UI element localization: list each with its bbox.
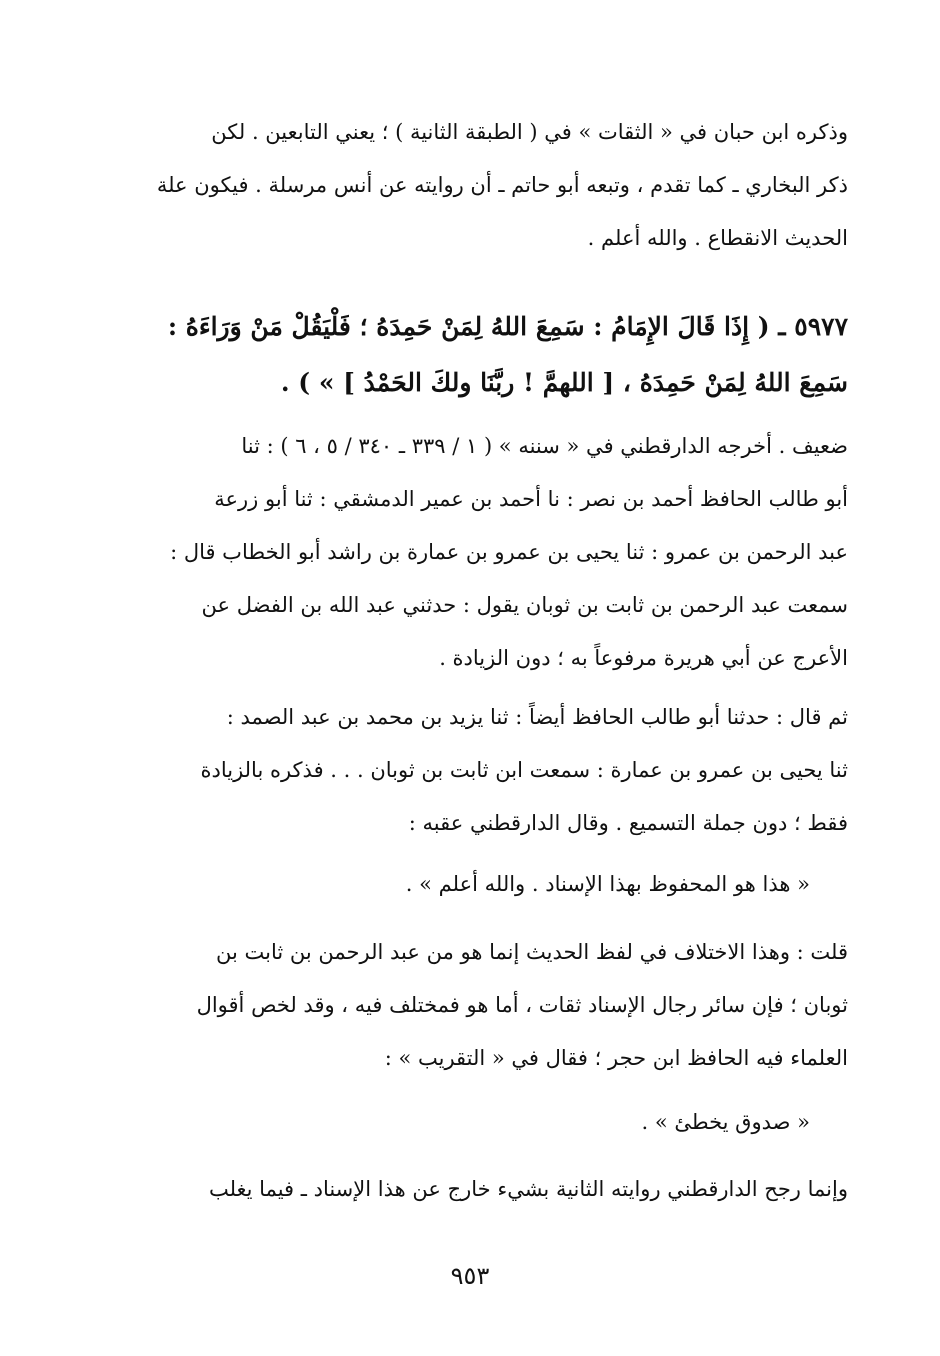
page-number: ٩٥٣ [450, 1262, 490, 1290]
text-line: الأعرج عن أبي هريرة مرفوعاً به ؛ دون الزيادة . [439, 646, 848, 670]
text-line: ثنا يحيى بن عمرو بن عمارة : سمعت ابن ثابت بن ثوبان . . . فذكره بالزيادة [200, 758, 848, 782]
paragraph-second-narration [92, 691, 848, 850]
text-line: قلت : وهذا الاختلاف في لفظ الحديث إنما هو من عبد الرحمن بن ثابت بن [216, 940, 848, 964]
text-line: « هذا هو المحفوظ بهذا الإسناد . والله أعلم » . [405, 872, 810, 896]
text-line: ضعيف . أخرجه الدارقطني في « سننه » ( ١ / ٣٣٩ ـ ٣٤٠ / ٥ ، ٦ ) : ثنا [241, 434, 848, 458]
text-line: عبد الرحمن بن عمرو : ثنا يحيى بن عمرو بن عمارة بن راشد أبو الخطاب قال : [170, 540, 848, 564]
paragraph-final [92, 1163, 848, 1216]
quote-daraqutni [54, 858, 810, 911]
paragraph-author-comment [92, 926, 848, 1085]
text-line: ثوبان ؛ فإن سائر رجال الإسناد ثقات ، أما هو فمختلف فيه ، وقد لخص أقوال [196, 993, 848, 1017]
paragraph-ibn-hibban [92, 106, 848, 265]
text-line: « صدوق يخطئ » . [641, 1110, 810, 1134]
text-line: وإنما رجح الدارقطني روايته الثانية بشيء خارج عن هذا الإسناد ـ فيما يغلب [208, 1177, 848, 1201]
text-line: سمعت عبد الرحمن بن ثابت بن ثوبان يقول : حدثني عبد الله بن الفضل عن [201, 593, 848, 617]
paragraph-grading [92, 420, 848, 685]
hadith-heading [92, 299, 848, 411]
text-line: العلماء فيه الحافظ ابن حجر ؛ فقال في « التقريب » : [384, 1046, 848, 1070]
text-line: ذكر البخاري ـ كما تقدم ، وتبعه أبو حاتم ـ أن روايته عن أنس مرسلة . فيكون علة [156, 173, 848, 197]
hadith-line: ٥٩٧٧ ـ ( إِذَا قَالَ الإِمَامُ : سَمِعَ اللهُ لِمَنْ حَمِدَهُ ؛ فَلْيَقُلْ مَنْ وَرَاءَهُ : [167, 312, 848, 341]
text-line: فقط ؛ دون جملة التسميع . وقال الدارقطني عقبه : [408, 811, 848, 835]
text-line: أبو طالب الحافظ أحمد بن نصر : نا أحمد بن عمير الدمشقي : ثنا أبو زرعة [214, 487, 848, 511]
hadith-line: سَمِعَ اللهُ لِمَنْ حَمِدَهُ ، [ اللهمَّ ! ربَّنَا ولكَ الحَمْدُ ] » ) . [280, 368, 848, 397]
quote-taqrib [54, 1096, 810, 1149]
text-line: الحديث الانقطاع . والله أعلم . [587, 226, 848, 250]
text-line: وذكره ابن حبان في « الثقات » في ( الطبقة الثانية ) ؛ يعني التابعين . لكن [211, 120, 848, 144]
text-line: ثم قال : حدثنا أبو طالب الحافظ أيضاً : ثنا يزيد بن محمد بن عبد الصمد : [226, 705, 848, 729]
